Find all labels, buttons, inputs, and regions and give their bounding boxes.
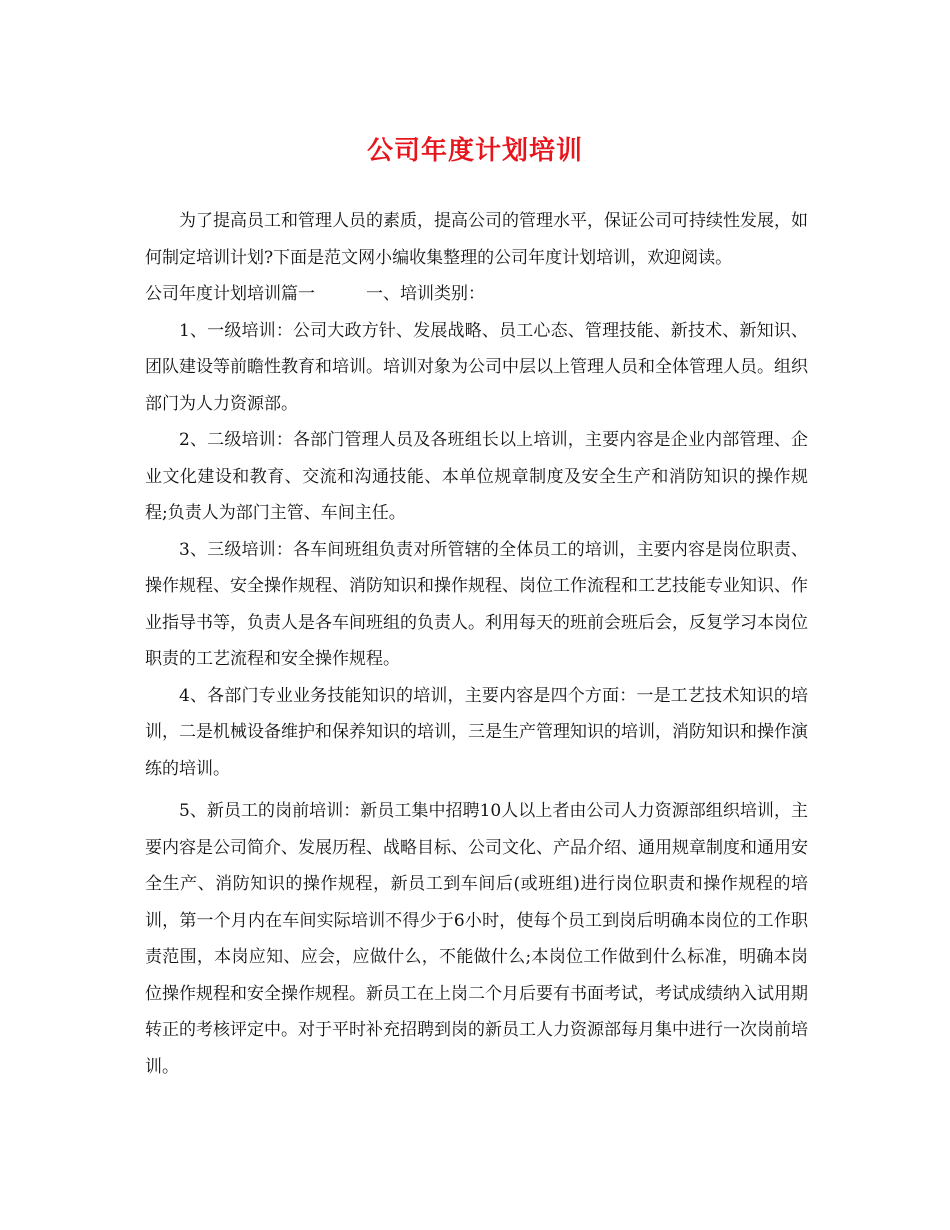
intro-paragraph: 为了提高员工和管理人员的素质，提高公司的管理水平，保证公司可持续性发展，如何制定培训计划?下面是范文网小编收集整理的公司年度计划培训，欢迎阅读。 bbox=[145, 211, 808, 268]
training-item-3: 3、三级培训：各车间班组负责对所管辖的全体员工的培训，主要内容是岗位职责、操作规程、安全操作规程、消防知识和操作规程、岗位工作流程和工艺技能专业知识、作业指导书等，负责人是各车间班组的负责人。利用每天的班前会班后会，反复学习本岗位职责的工艺流程和安全操作规程。 bbox=[145, 539, 808, 669]
section-heading: 公司年度计划培训篇一 一、培训类别： bbox=[145, 284, 485, 304]
training-item-4: 4、各部门专业业务技能知识的培训，主要内容是四个方面：一是工艺技术知识的培训，二是机械设备维护和保养知识的培训，三是生产管理知识的培训，消防知识和操作演练的培训。 bbox=[145, 685, 808, 779]
document-title: 公司年度计划培训 bbox=[366, 136, 583, 166]
training-item-1: 1、一级培训：公司大政方针、发展战略、员工心态、管理技能、新技术、新知识、团队建设等前瞻性教育和培训。培训对象为公司中层以上管理人员和全体管理人员。组织部门为人力资源部。 bbox=[145, 320, 808, 414]
training-item-2: 2、二级培训：各部门管理人员及各班组长以上培训，主要内容是企业内部管理、企业文化建设和教育、交流和沟通技能、本单位规章制度及安全生产和消防知识的操作规程;负责人为部门主管、车间主任。 bbox=[145, 430, 808, 523]
document-body bbox=[145, 203, 808, 1085]
training-item-5: 5、新员工的岗前培训：新员工集中招聘10人以上者由公司人力资源部组织培训，主要内容是公司简介、发展历程、战略目标、公司文化、产品介绍、通用规章制度和通用安全生产、消防知识的操作规程，新员工到车间后(或班组)进行岗位职责和操作规程的培训，第一个月内在车间实际培训不得少于6小时，使每个员工到岗后明确本岗位的工作职责范围，本岗应知、应会，应做什么，不能做什么;本岗位工作做到什么标准，明确本岗位操作规程和安全操作规程。新员工在上岗二个月后要有书面考试，考试成绩纳入试用期转正的考核评定中。对于平时补充招聘到岗的新员工人力资源部每月集中进行一次岗前培训。 bbox=[145, 801, 808, 1077]
